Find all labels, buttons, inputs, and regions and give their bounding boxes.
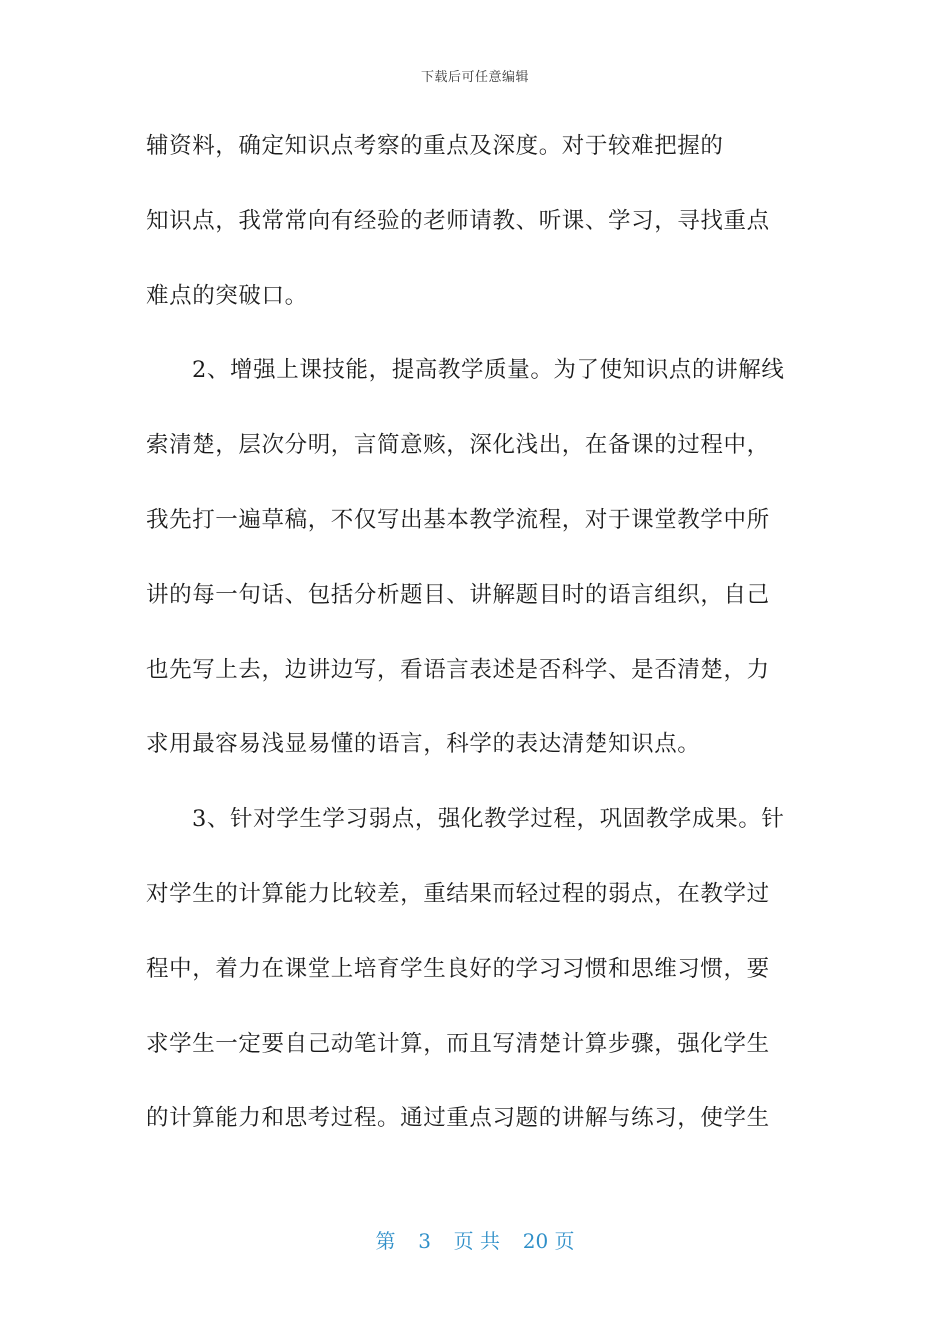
text-line: 难点的突破口。 bbox=[146, 282, 308, 309]
current-page-number: 3 bbox=[418, 1229, 431, 1253]
text-line: 求学生一定要自己动笔计算，而且写清楚计算步骤，强化学生 bbox=[146, 1030, 770, 1057]
page-header: 下载后可任意编辑 bbox=[420, 70, 529, 85]
text-line: 程中，着力在课堂上培育学生良好的学习习惯和思维习惯，要 bbox=[146, 955, 770, 982]
text-line: 对学生的计算能力比较差，重结果而轻过程的弱点，在教学过 bbox=[146, 880, 770, 907]
text-line: 的计算能力和思考过程。通过重点习题的讲解与练习，使学生 bbox=[146, 1105, 770, 1132]
text-line: 索清楚，层次分明，言简意赅，深化浅出，在备课的过程中， bbox=[146, 432, 770, 459]
text-line: 求用最容易浅显易懂的语言，科学的表达清楚知识点。 bbox=[146, 731, 701, 758]
page-number-footer bbox=[0, 1225, 950, 1254]
document-body bbox=[146, 124, 806, 1171]
text-line: 我先打一遍草稿，不仅写出基本教学流程，对于课堂教学中所 bbox=[146, 506, 770, 533]
footer-suffix: 页 bbox=[554, 1229, 575, 1253]
text-line: 讲的每一句话、包括分析题目、讲解题目时的语言组织，自己 bbox=[146, 581, 770, 608]
text-line: 辅资料，确定知识点考察的重点及深度。对于较难把握的 bbox=[146, 133, 724, 159]
total-page-count: 20 bbox=[522, 1229, 549, 1253]
text-line: 2、增强上课技能，提高教学质量。为了使知识点的讲解线 bbox=[192, 357, 785, 384]
text-line: 3、针对学生学习弱点，强化教学过程，巩固教学成果。针 bbox=[192, 806, 785, 833]
footer-prefix: 第 bbox=[375, 1229, 396, 1253]
text-line: 知识点，我常常向有经验的老师请教、听课、学习，寻找重点 bbox=[146, 207, 770, 234]
text-line: 也先写上去，边讲边写，看语言表述是否科学、是否清楚，力 bbox=[146, 656, 770, 683]
footer-middle: 页 共 bbox=[453, 1229, 500, 1253]
